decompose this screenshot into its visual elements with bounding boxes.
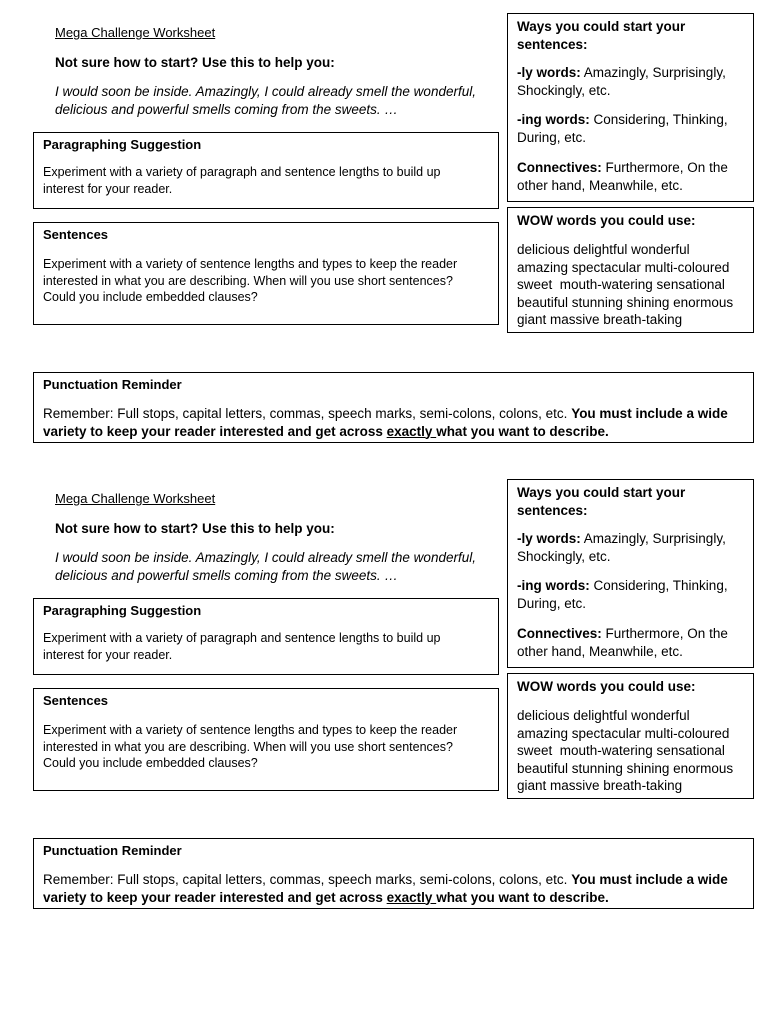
starter-connectives — [517, 625, 749, 661]
wow-word-line: delicious delightful wonderful — [517, 242, 690, 257]
starters-heading: Ways you could start your sentences: — [517, 19, 686, 52]
punctuation-box — [33, 372, 754, 443]
paragraphing-box — [33, 598, 499, 675]
wow-word-line: sweet mouth-watering sensational — [517, 277, 725, 292]
starter-label: -ing words: — [517, 112, 590, 127]
worksheet-copy-1 — [0, 0, 768, 466]
punctuation-heading: Punctuation Reminder — [43, 843, 182, 858]
punctuation-underlined: exactly — [386, 889, 437, 905]
wow-word-list — [517, 707, 751, 795]
starter-ly-words — [517, 530, 749, 566]
paragraphing-body: Experiment with a variety of paragraph and sentence lengths to build up interest for your reader. — [43, 165, 441, 196]
wow-word-line: delicious delightful wonderful — [517, 708, 690, 723]
wow-heading: WOW words you could use: — [517, 213, 696, 228]
starters-heading: Ways you could start your sentences: — [517, 485, 686, 518]
sentences-body: Experiment with a variety of sentence lengths and types to keep the reader interested in what you are describing. When will you use short sentences? Could you include embedded clauses? — [43, 257, 458, 304]
worksheet-title: Mega Challenge Worksheet — [55, 491, 216, 506]
starter-examples: Furthermore, On the other hand, Meanwhile, etc. — [517, 626, 728, 659]
worksheet-title: Mega Challenge Worksheet — [55, 25, 216, 40]
punctuation-body — [43, 405, 743, 440]
punctuation-underlined: exactly — [386, 423, 437, 439]
sentence-starters-box — [507, 479, 754, 668]
sentences-heading: Sentences — [43, 227, 109, 242]
wow-word-line: giant massive breath-taking — [517, 778, 683, 793]
starter-connectives — [517, 159, 749, 195]
paragraphing-box — [33, 132, 499, 209]
wow-words-box — [507, 673, 754, 799]
sentence-starters-box — [507, 13, 754, 202]
starter-examples: Considering, Thinking, During, etc. — [517, 112, 728, 145]
punctuation-emphasis: You must include a wide variety to keep your reader interested and get across — [43, 872, 728, 905]
wow-word-line: giant massive breath-taking — [517, 312, 683, 327]
starter-examples: Amazingly, Surprisingly, Shockingly, etc. — [517, 65, 726, 98]
example-text: I would soon be inside. Amazingly, I could already smell the wonderful, delicious and powerful smells coming from the sweets. … — [55, 550, 476, 583]
worksheet-copy-2 — [0, 466, 768, 932]
wow-heading: WOW words you could use: — [517, 679, 696, 694]
sentences-body: Experiment with a variety of sentence lengths and types to keep the reader interested in what you are describing. When will you use short sentences? Could you include embedded clauses? — [43, 723, 458, 770]
starter-label: -ing words: — [517, 578, 590, 593]
starter-examples: Amazingly, Surprisingly, Shockingly, etc. — [517, 531, 726, 564]
punctuation-box — [33, 838, 754, 909]
wow-word-line: beautiful stunning shining enormous — [517, 760, 734, 776]
starter-ing-words — [517, 111, 749, 147]
punctuation-heading: Punctuation Reminder — [43, 377, 182, 392]
example-text: I would soon be inside. Amazingly, I could already smell the wonderful, delicious and powerful smells coming from the sweets. … — [55, 84, 476, 117]
sentences-box — [33, 688, 499, 791]
paragraphing-body: Experiment with a variety of paragraph and sentence lengths to build up interest for your reader. — [43, 631, 441, 662]
punctuation-body — [43, 871, 743, 906]
help-prompt: Not sure how to start? Use this to help you: — [55, 521, 335, 536]
punctuation-plain: Remember: Full stops, capital letters, commas, speech marks, semi-colons, colons, etc. — [43, 406, 572, 421]
wow-word-line: sweet mouth-watering sensational — [517, 743, 725, 758]
wow-word-line: amazing spectacular multi-coloured — [517, 725, 730, 741]
starter-label: -ly words: — [517, 65, 581, 80]
help-prompt: Not sure how to start? Use this to help you: — [55, 55, 335, 70]
punctuation-emphasis: You must include a wide variety to keep your reader interested and get across — [43, 406, 728, 439]
wow-word-line: amazing spectacular multi-coloured — [517, 259, 730, 275]
paragraphing-heading: Paragraphing Suggestion — [43, 137, 202, 152]
starter-ly-words — [517, 64, 749, 100]
wow-word-line: beautiful stunning shining enormous — [517, 294, 734, 310]
starter-examples: Considering, Thinking, During, etc. — [517, 578, 728, 611]
starter-label: Connectives: — [517, 160, 602, 175]
punctuation-emphasis-end: what you want to describe. — [436, 889, 609, 905]
paragraphing-heading: Paragraphing Suggestion — [43, 603, 202, 618]
starter-ing-words — [517, 577, 749, 613]
wow-word-list — [517, 241, 751, 329]
starter-examples: Furthermore, On the other hand, Meanwhile, etc. — [517, 160, 728, 193]
starter-label: -ly words: — [517, 531, 581, 546]
starter-label: Connectives: — [517, 626, 602, 641]
sentences-heading: Sentences — [43, 693, 109, 708]
wow-words-box — [507, 207, 754, 333]
punctuation-plain: Remember: Full stops, capital letters, commas, speech marks, semi-colons, colons, etc. — [43, 872, 572, 887]
sentences-box — [33, 222, 499, 325]
punctuation-emphasis-end: what you want to describe. — [436, 423, 609, 439]
